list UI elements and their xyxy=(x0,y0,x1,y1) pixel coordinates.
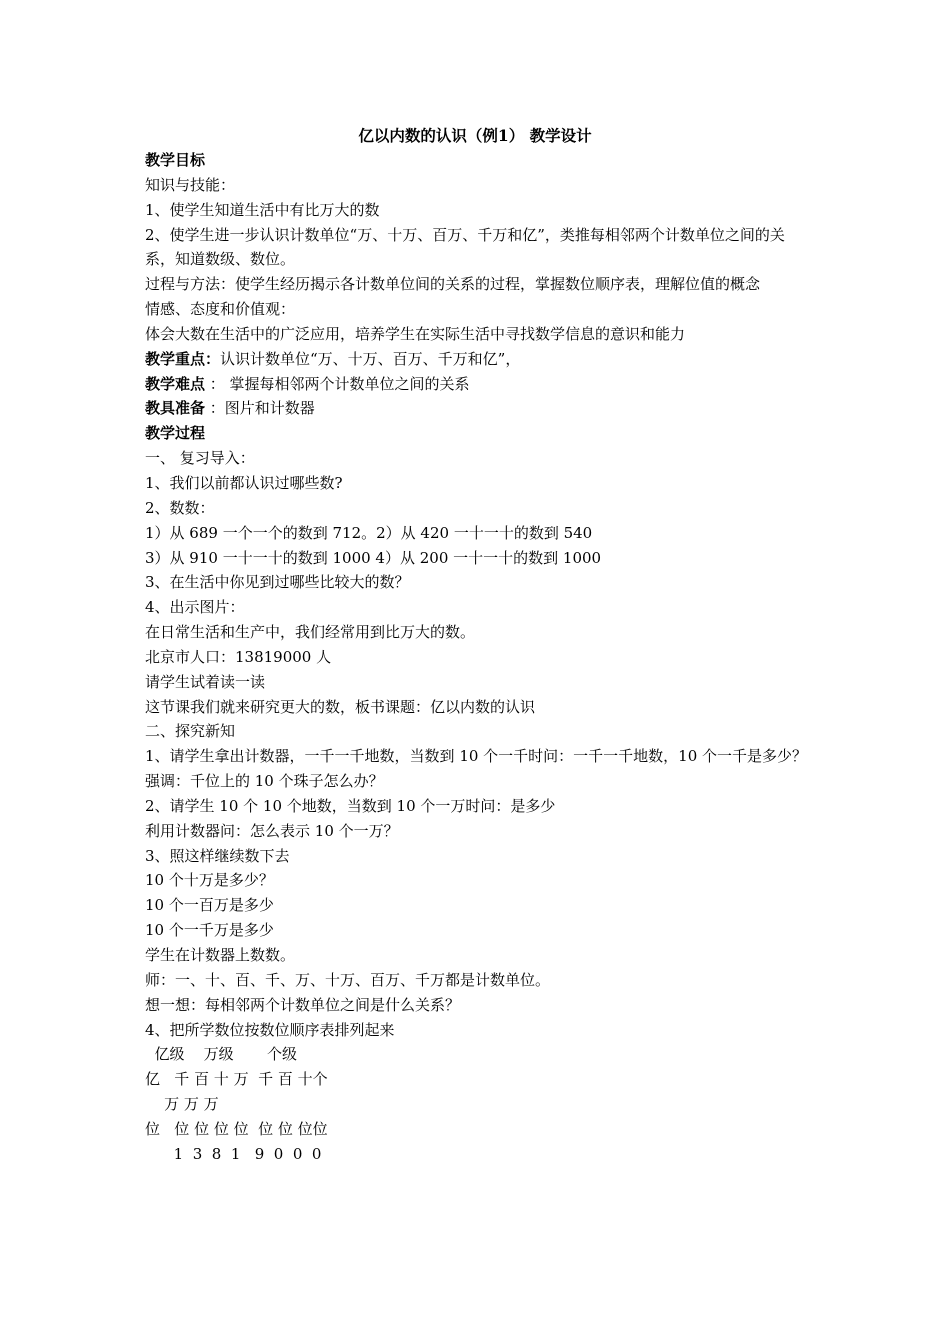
process-line: 3、照这样继续数下去 xyxy=(145,846,290,865)
place-value-row-wan: 万 万 万 xyxy=(145,1095,219,1114)
key-point-line xyxy=(145,347,813,372)
place-value-row-levels: 亿级 万级 个级 xyxy=(145,1045,297,1064)
key-point-label: 教学重点： xyxy=(145,349,221,368)
tools-label: 教具准备 xyxy=(145,399,206,418)
document-body xyxy=(145,148,813,1167)
difficulty-label: 教学难点 xyxy=(145,374,206,393)
process-line: 3）从 910 一十一十的数到 1000 4）从 200 一十一十的数到 1000 xyxy=(145,548,602,567)
process-line: 想一想：每相邻两个计数单位之间是什么关系？ xyxy=(145,995,461,1014)
emotion-heading: 情感、态度和价值观： xyxy=(145,300,296,319)
process-line: 10 个一千万是多少 xyxy=(145,921,274,940)
place-value-row-wei: 位 位 位 位 位 位 位 位位 xyxy=(145,1119,328,1138)
process-heading: 教学过程 xyxy=(145,424,206,443)
process-line: 10 个十万是多少？ xyxy=(145,871,274,890)
process-method-text: 过程与方法：使学生经历揭示各计数单位间的关系的过程，掌握数位顺序表，理解位值的概念 xyxy=(145,275,761,294)
process-line: 北京市人口：13819000 人 xyxy=(145,647,332,666)
process-line: 3、在生活中你见到过哪些比较大的数？ xyxy=(145,573,410,592)
knowledge-item-2: 2、使学生进一步认识计数单位“万、十万、百万、千万和亿”，类推每相邻两个计数单位之间的关系，知道数级、数位。 xyxy=(145,225,785,269)
process-line: 2、请学生 10 个 10 个地数，当数到 10 个一万时问：是多少 xyxy=(145,796,556,815)
place-value-row-units: 亿 千 百 十 万 千 百 十个 xyxy=(145,1070,328,1089)
difficulty-line xyxy=(145,372,813,397)
process-line: 1、请学生拿出计数器，一千一千地数，当数到 10 个一千时问：一千一千地数，10 个一千是多少？ xyxy=(145,747,808,766)
key-point-text: 认识计数单位“万、十万、百万、千万和亿”， xyxy=(220,349,521,368)
process-line: 2、数数： xyxy=(145,498,215,517)
process-line: 师：一、十、百、千、万、十万、百万、千万都是计数单位。 xyxy=(145,970,551,989)
process-line: 1、我们以前都认识过哪些数? xyxy=(145,473,343,492)
process-line: 在日常生活和生产中，我们经常用到比万大的数。 xyxy=(145,623,476,642)
process-line: 二、探究新知 xyxy=(145,722,236,741)
tools-text: ：图片和计数器 xyxy=(205,399,315,418)
knowledge-heading: 知识与技能： xyxy=(145,175,236,194)
process-line: 10 个一百万是多少 xyxy=(145,896,274,915)
process-line: 1）从 689 一个一个的数到 712。2）从 420 一十一十的数到 540 xyxy=(145,523,593,542)
process-line: 这节课我们就来研究更大的数，板书课题：亿以内数的认识 xyxy=(145,697,536,716)
process-line: 4、出示图片： xyxy=(145,598,245,617)
process-line: 请学生试着读一读 xyxy=(145,672,266,691)
process-line: 强调：千位上的 10 个珠子怎么办？ xyxy=(145,772,384,791)
knowledge-item-1: 1、使学生知道生活中有比万大的数 xyxy=(145,200,380,219)
process-line: 4、把所学数位按数位顺序表排列起来 xyxy=(145,1020,395,1039)
place-value-row-digits: 1 3 8 1 9 0 0 0 xyxy=(145,1144,322,1163)
tools-line xyxy=(145,396,813,421)
emotion-text: 体会大数在生活中的广泛应用，培养学生在实际生活中寻找数学信息的意识和能力 xyxy=(145,324,686,343)
document-title: 亿以内数的认识（例1） 教学设计 xyxy=(358,126,592,145)
objectives-heading: 教学目标 xyxy=(145,151,206,169)
difficulty-text: ： 掌握每相邻两个计数单位之间的关系 xyxy=(205,374,470,393)
process-line: 利用计数器问：怎么表示 10 个一万？ xyxy=(145,821,399,840)
process-line: 一、 复习导入： xyxy=(145,449,255,468)
process-line: 学生在计数器上数数。 xyxy=(145,946,296,964)
